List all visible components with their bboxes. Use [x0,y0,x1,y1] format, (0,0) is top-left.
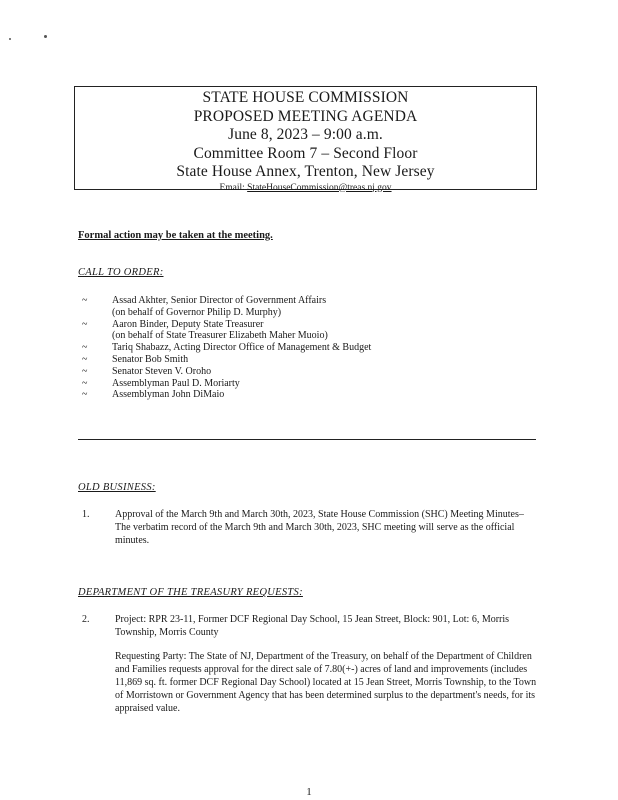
formal-action-note: Formal action may be taken at the meeting. [78,230,273,241]
attendee-item [78,342,538,354]
dash-bullet: ~ [82,377,88,389]
email-line [75,182,536,195]
treasury-requests-heading: DEPARTMENT OF THE TREASURY REQUESTS: [78,587,303,598]
attendee-list [78,295,538,401]
meeting-room: Committee Room 7 – Second Floor [193,144,418,162]
attendee-name: Aaron Binder, Deputy State Treasurer [112,318,264,330]
dash-bullet: ~ [82,365,88,377]
old-business-heading: OLD BUSINESS: [78,482,156,493]
dash-bullet: ~ [82,389,88,401]
attendee-item [78,354,538,366]
dash-bullet: ~ [82,353,88,365]
page-number: 1 [306,786,312,798]
section-divider [78,439,536,440]
dash-bullet: ~ [82,318,88,330]
attendee-name: Tariq Shabazz, Acting Director Office of Management & Budget [112,342,372,354]
item-number: 1. [82,509,90,520]
attendee-item [78,366,538,378]
agenda-item-1 [78,508,538,555]
attendee-name: Assemblyman John DiMaio [112,389,225,401]
requesting-party-text: Requesting Party: The State of NJ, Department of the Treasury, on behalf of the Department of Children and Families requests approval for the direct sale of 7.80(+-) acres of land and improvements (includes 11,869 sq. ft. former DCF Regional Day School) located at 15 Jean Street, Morris Township, to the Town of Morristown or Government Agency that has been determined surplus to the department's needs, for its appraised value. [115,651,537,714]
call-to-order-heading: CALL TO ORDER: [78,267,164,278]
email-link[interactable]: StateHouseCommission@treas.nj.gov [247,182,392,193]
minutes-approval-text: Approval of the March 9th and March 30th, 2023, State House Commission (SHC) Meeting Minutes–The verbatim record of the March 9th and March 30th, 2023, SHC meeting will serve as the official minutes. [115,509,524,546]
dash-bullet: ~ [82,342,88,354]
agenda-header-box [74,86,537,193]
attendee-behalf: (on behalf of State Treasurer Elizabeth Maher Muoio) [112,330,328,342]
project-text: Project: RPR 23-11, Former DCF Regional Day School, 15 Jean Street, Block: 901, Lot: 6, Morris Township, Morris County [115,614,510,638]
attendee-item [78,378,538,390]
agenda-title: PROPOSED MEETING AGENDA [193,107,418,125]
attendee-behalf: (on behalf of Governor Philip D. Murphy) [112,306,282,318]
attendee-item [78,319,538,343]
scan-speck [9,38,11,40]
attendee-item [78,295,538,319]
scan-speck [44,35,47,38]
commission-title: STATE HOUSE COMMISSION [202,89,409,106]
agenda-item-2 [78,613,538,723]
attendee-name: Senator Steven V. Oroho [112,365,212,377]
attendee-name: Assemblyman Paul D. Moriarty [112,377,240,389]
item-number: 2. [82,614,90,625]
dash-bullet: ~ [82,295,88,306]
attendee-name: Assad Akhter, Senior Director of Government Affairs [112,295,327,306]
meeting-location: State House Annex, Trenton, New Jersey [176,163,435,180]
attendee-name: Senator Bob Smith [112,353,189,365]
email-label: Email: [219,182,248,193]
attendee-item [78,389,538,401]
meeting-date: June 8, 2023 – 9:00 a.m. [228,126,383,143]
